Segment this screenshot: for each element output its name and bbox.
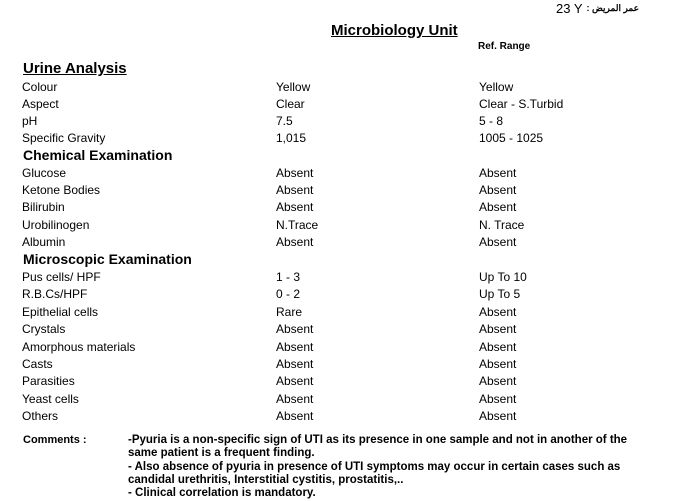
patient-age-value: 23 Y	[556, 0, 583, 16]
test-name: Bilirubin	[22, 200, 65, 214]
comment-line: same patient is a frequent finding.	[128, 447, 315, 459]
test-result: Absent	[276, 374, 314, 388]
table-row	[0, 114, 699, 131]
test-ref-range: Yellow	[479, 80, 514, 94]
test-ref-range: Absent	[479, 183, 517, 197]
patient-age-label: عمر المريض :	[586, 2, 639, 13]
test-result: Absent	[276, 340, 314, 354]
test-ref-range: Absent	[479, 374, 517, 388]
test-name: Crystals	[22, 322, 66, 336]
test-name: Glucose	[22, 166, 67, 180]
comments-label: Comments :	[23, 434, 87, 446]
table-row	[0, 340, 699, 357]
table-row	[0, 97, 699, 114]
table-row	[0, 287, 699, 304]
comment-line: - Also absence of pyuria in presence of UTI symptoms may occur in certain cases such as	[128, 461, 621, 473]
test-name: Colour	[22, 80, 58, 94]
test-name: Parasities	[22, 374, 75, 388]
table-row	[0, 131, 699, 148]
test-ref-range: Clear - S.Turbid	[479, 97, 564, 111]
test-name: Pus cells/ HPF	[22, 270, 101, 284]
table-row	[0, 80, 699, 97]
test-result: Absent	[276, 235, 314, 249]
test-ref-range: Absent	[479, 322, 517, 336]
test-name: Specific Gravity	[22, 131, 106, 145]
test-result: Absent	[276, 409, 314, 423]
test-ref-range: Absent	[479, 357, 517, 371]
test-result: Rare	[276, 305, 303, 319]
test-ref-range: N. Trace	[479, 218, 525, 232]
test-result: 1 - 3	[276, 270, 301, 284]
test-result: 0 - 2	[276, 287, 301, 301]
table-row	[0, 322, 699, 339]
table-row	[0, 218, 699, 235]
test-result: Absent	[276, 183, 314, 197]
table-row	[0, 270, 699, 287]
test-result: N.Trace	[276, 218, 319, 232]
test-ref-range: Absent	[479, 200, 517, 214]
test-name: Epithelial cells	[22, 305, 99, 319]
test-name: Ketone Bodies	[22, 183, 101, 197]
comment-line: candidal urethritis, Interstitial cystitis, prostatitis,..	[128, 474, 404, 486]
test-ref-range: 1005 - 1025	[479, 131, 544, 145]
test-ref-range: Absent	[479, 340, 517, 354]
table-row	[0, 166, 699, 183]
ref-range-header: Ref. Range	[478, 41, 531, 52]
section-title-chemical-examination: Chemical Examination	[23, 147, 173, 163]
comment-line: - Clinical correlation is mandatory.	[128, 487, 316, 499]
test-name: Casts	[22, 357, 53, 371]
table-row	[0, 374, 699, 391]
test-result: Absent	[276, 392, 314, 406]
test-ref-range: Absent	[479, 392, 517, 406]
test-ref-range: Absent	[479, 409, 517, 423]
table-row	[0, 305, 699, 322]
test-ref-range: Absent	[479, 305, 517, 319]
test-result: Clear	[276, 97, 305, 111]
test-ref-range: Absent	[479, 235, 517, 249]
section-title-microscopic-examination: Microscopic Examination	[23, 251, 192, 267]
test-name: Others	[22, 409, 59, 423]
test-name: Urobilinogen	[22, 218, 90, 232]
unit-title: Microbiology Unit	[331, 22, 458, 39]
test-ref-range: 5 - 8	[479, 114, 504, 128]
test-result: Absent	[276, 166, 314, 180]
test-result: 1,015	[276, 131, 307, 145]
test-name: pH	[22, 114, 38, 128]
test-name: Aspect	[22, 97, 59, 111]
table-row	[0, 357, 699, 374]
test-ref-range: Absent	[479, 166, 517, 180]
table-row	[0, 183, 699, 200]
test-ref-range: Up To 10	[479, 270, 527, 284]
test-result: Absent	[276, 322, 314, 336]
table-row	[0, 409, 699, 426]
test-result: Yellow	[276, 80, 311, 94]
table-row	[0, 235, 699, 252]
test-name: Yeast cells	[22, 392, 79, 406]
test-result: 7.5	[276, 114, 293, 128]
test-name: Albumin	[22, 235, 66, 249]
comment-line: -Pyuria is a non-specific sign of UTI as its presence in one sample and not in another of the	[128, 434, 628, 446]
test-result: Absent	[276, 200, 314, 214]
section-title-urine-analysis: Urine Analysis	[23, 60, 127, 77]
test-ref-range: Up To 5	[479, 287, 521, 301]
test-name: Amorphous materials	[22, 340, 136, 354]
test-result: Absent	[276, 357, 314, 371]
patient-age	[556, 0, 639, 16]
table-row	[0, 200, 699, 217]
test-name: R.B.Cs/HPF	[22, 287, 88, 301]
table-row	[0, 392, 699, 409]
